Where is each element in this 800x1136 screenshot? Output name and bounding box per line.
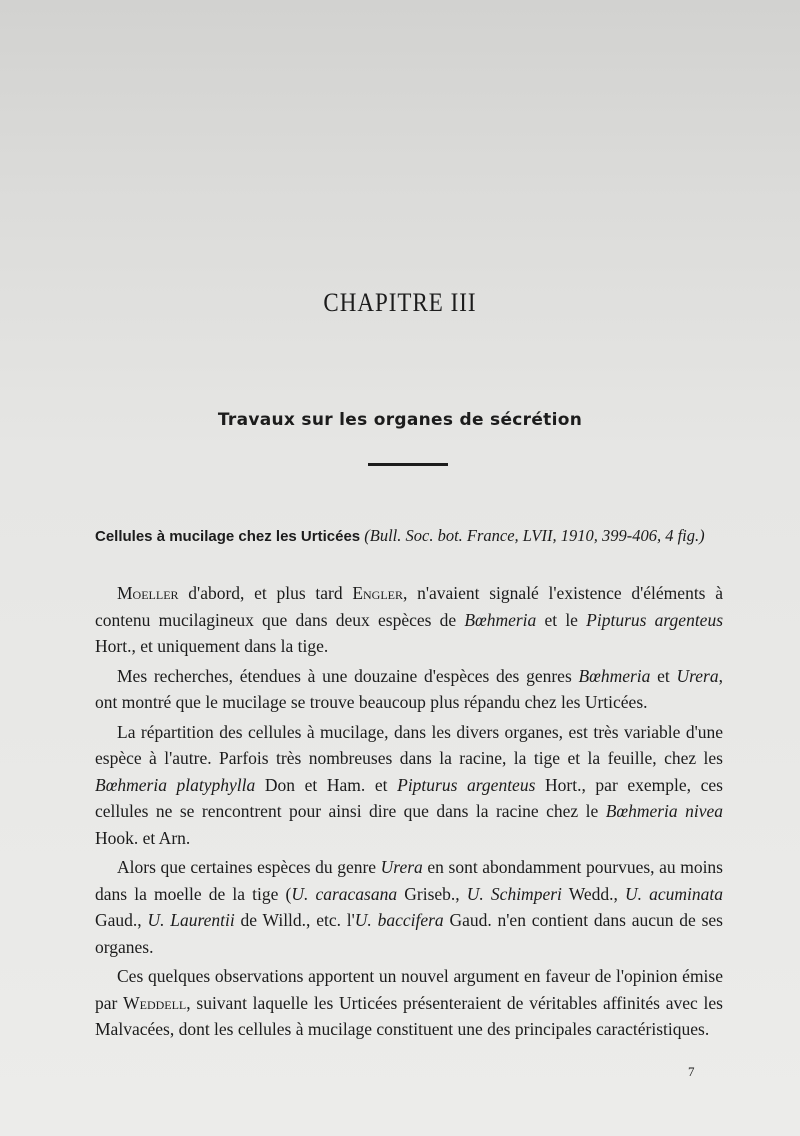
taxon-name: Pipturus argenteus [586, 609, 724, 630]
article-title: Cellules à mucilage chez les Urticées [95, 528, 361, 545]
author-name: Engler [352, 583, 403, 603]
paragraph-4 [95, 854, 723, 960]
text-run: Wedd., [561, 883, 625, 904]
text-run: Hort., par exemple, ces cellules ne se rencontrent pour ainsi dire que dans la racine chez le [95, 774, 723, 821]
taxon-name: U. baccifera [354, 910, 444, 930]
taxon-name: U. Schimperi [466, 883, 562, 904]
taxon-name: Bœhmeria [464, 609, 537, 630]
article-heading [95, 525, 725, 548]
text-run: Griseb., [397, 883, 467, 904]
text-run: La répartition des cellules à mucilage, dans les divers organes, est très variable d'une espèce à l'autre. Parfois très nombreuses dans la racine, la tige et la feuille, chez les [95, 721, 723, 768]
text-run: d'abord, et plus tard [178, 583, 353, 603]
text-run: Ces quelques observations apportent un nouvel argument en faveur de l'opinion émise par [95, 966, 723, 1013]
text-run: Hook. et Arn. [95, 827, 191, 848]
text-run: Gaud. n'en contient dans aucun de ses organes. [95, 910, 723, 957]
taxon-name: U. caracasana [291, 883, 398, 904]
text-run: Hort., et uniquement dans la tige. [95, 636, 329, 656]
author-name: Weddell [123, 992, 187, 1013]
divider-rule [368, 463, 448, 466]
taxon-name: Bœhmeria [578, 665, 651, 686]
taxon-name: Urera [380, 857, 423, 877]
text-run: en sont abondamment pourvues, au moins dans la moelle de la tige ( [95, 857, 723, 904]
text-run: Gaud., [95, 910, 148, 930]
paragraph-1 [95, 580, 723, 660]
text-run: Alors que certaines espèces du genre [117, 857, 381, 877]
text-run: Mes recherches, étendues à une douzaine d'espèces des genres [117, 665, 579, 686]
text-run: , ont montré que le mucilage se trouve beaucoup plus répandu chez les Urticées. [95, 665, 723, 712]
text-run: et le [536, 609, 587, 630]
taxon-name: Pipturus argenteus [397, 774, 536, 795]
chapter-heading: CHAPITRE III [323, 288, 477, 317]
taxon-name: Urera [676, 665, 719, 686]
text-run: et [650, 665, 677, 686]
text-run: de Willd., etc. l' [234, 910, 355, 930]
taxon-name: U. acuminata [624, 883, 723, 904]
paragraph-2 [95, 663, 723, 716]
taxon-name: Bœhmeria platyphylla [95, 774, 256, 795]
article-reference: (Bull. Soc. bot. France, LVII, 1910, 399-406, 4 fig.) [364, 526, 705, 545]
paragraph-5 [95, 963, 723, 1043]
text-run: , suivant laquelle les Urticées présenteraient de véritables affinités avec les Malvacées, dont les cellules à mucilage constituent une des principales caractéristiques. [95, 992, 723, 1039]
text-run: , n'avaient signalé l'existence d'éléments à contenu mucilagineux que dans deux espèces de [95, 583, 723, 630]
taxon-name: Bœhmeria nivea [605, 801, 723, 821]
section-title: Travaux sur les organes de sécrétion [217, 410, 583, 430]
paragraph-3 [95, 719, 723, 852]
author-name: Moeller [117, 583, 179, 603]
taxon-name: U. Laurentii [147, 910, 235, 930]
text-run: Don et Ham. et [255, 774, 398, 795]
body-text [95, 580, 723, 1046]
page-number: 7 [688, 1064, 695, 1079]
